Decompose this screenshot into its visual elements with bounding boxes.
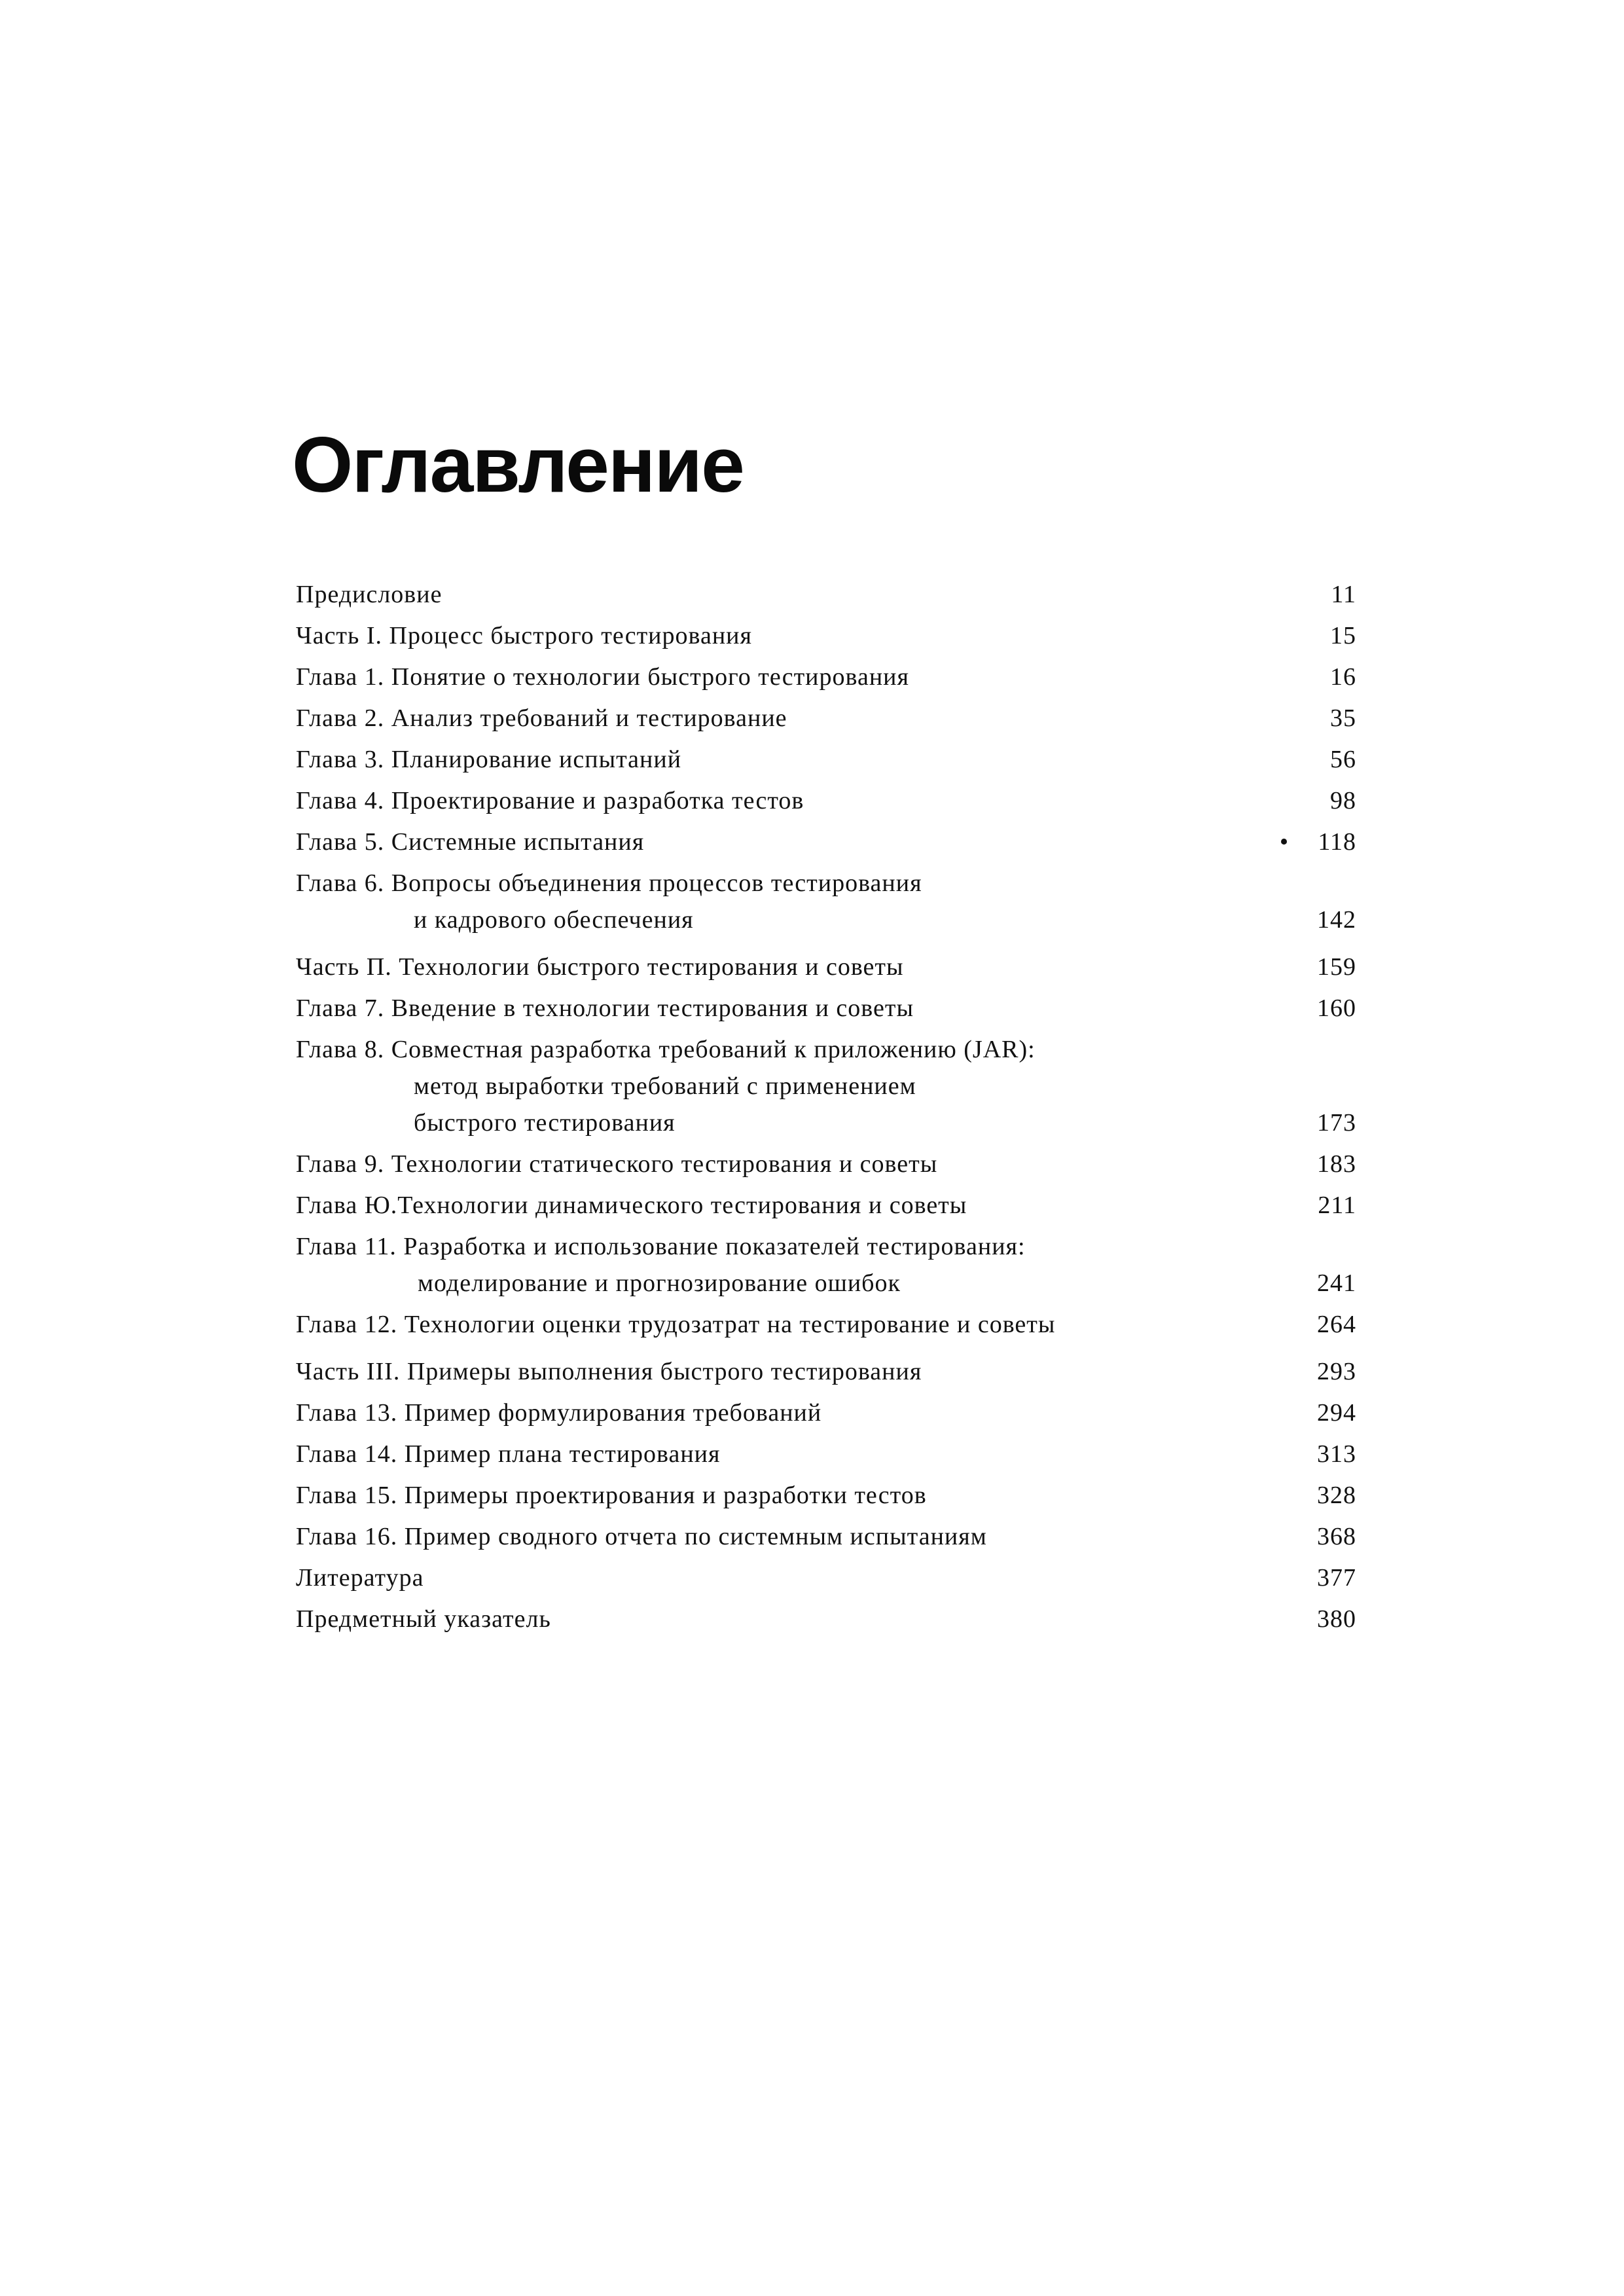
toc-page-number: 293 [1317, 1358, 1356, 1385]
toc-entry-continuation: быстрого тестирования [414, 1109, 676, 1137]
toc-entry [296, 1228, 1356, 1302]
toc-page-number: 142 [1317, 906, 1356, 934]
toc-entry [296, 824, 1356, 860]
toc-entry-line: Глава 4. Проектирование и разработка тестов [296, 787, 804, 814]
toc-entry-line: Глава 2. Анализ требований и тестирование [296, 704, 787, 732]
toc-entry-line: Глава 12. Технологии оценки трудозатрат на тестирование и советы [296, 1311, 1056, 1338]
toc-entry-title [296, 782, 1271, 819]
toc-page-number: 15 [1330, 622, 1356, 649]
toc-entry-line: Глава 9. Технологии статического тестирования и советы [296, 1150, 938, 1178]
toc-page-number: 264 [1317, 1311, 1356, 1338]
toc-marker: • [1279, 828, 1290, 856]
toc-entry [296, 659, 1356, 695]
toc-page-number: 35 [1330, 704, 1356, 732]
toc-page-number: 294 [1317, 1399, 1356, 1427]
toc-entry-title [296, 617, 1271, 654]
toc-page-number: 16 [1330, 663, 1356, 691]
toc-entry-line: Глава 14. Пример плана тестирования [296, 1440, 721, 1468]
toc-page-number: 118 [1318, 828, 1356, 856]
toc-entry-title [296, 865, 1271, 938]
toc-entry-line: Часть III. Примеры выполнения быстрого тестирования [296, 1358, 922, 1385]
toc-page-number: 56 [1330, 746, 1356, 773]
toc-entry [296, 576, 1356, 613]
toc-entry-title [296, 824, 1271, 860]
toc-entry [296, 1187, 1356, 1224]
toc-entry-title [296, 576, 1271, 613]
toc-entry-title [296, 700, 1271, 737]
toc-entry-title [296, 1228, 1271, 1302]
toc-page-number: 313 [1317, 1440, 1356, 1468]
toc-page-number: 377 [1317, 1564, 1356, 1592]
toc-entry-line: Глава Ю.Технологии динамического тестирования и советы [296, 1192, 967, 1219]
toc-entry [296, 865, 1356, 938]
toc-entry-title [296, 1436, 1271, 1472]
toc-entry [296, 990, 1356, 1027]
toc-entry [296, 1031, 1356, 1141]
toc-entry-title [296, 1187, 1271, 1224]
toc-entry [296, 782, 1356, 819]
toc-entry-title [296, 1146, 1271, 1182]
toc-entry-line: Глава 6. Вопросы объединения процессов тестирования [296, 869, 922, 897]
toc-page-number: 368 [1317, 1523, 1356, 1550]
toc-entry-title [296, 1477, 1271, 1514]
table-of-contents [296, 576, 1356, 1642]
toc-entry [296, 700, 1356, 737]
toc-page-number: 211 [1318, 1192, 1356, 1219]
toc-entry-title [296, 1559, 1271, 1596]
toc-entry-title [296, 1601, 1271, 1637]
toc-entry-line: Литература [296, 1564, 424, 1592]
toc-entry [296, 1353, 1356, 1390]
toc-page-number: 183 [1317, 1150, 1356, 1178]
toc-entry [296, 1477, 1356, 1514]
page-title: Оглавление [292, 421, 744, 509]
toc-entry [296, 1436, 1356, 1472]
toc-entry-continuation: метод выработки требований с применением [414, 1072, 916, 1100]
toc-entry-line: Глава 13. Пример формулирования требований [296, 1399, 822, 1427]
toc-entry-title [296, 1394, 1271, 1431]
toc-entry [296, 949, 1356, 985]
toc-entry-title [296, 1031, 1271, 1141]
toc-page-number: 98 [1330, 787, 1356, 814]
toc-entry-line: Глава 11. Разработка и использование показателей тестирования: [296, 1233, 1026, 1260]
toc-entry-line: Часть I. Процесс быстрого тестирования [296, 622, 752, 649]
toc-entry [296, 1394, 1356, 1431]
toc-page-number: 159 [1317, 953, 1356, 981]
toc-entry-title [296, 741, 1271, 778]
toc-entry-line: Глава 1. Понятие о технологии быстрого тестирования [296, 663, 909, 691]
toc-entry-line: Глава 3. Планирование испытаний [296, 746, 682, 773]
toc-entry-title [296, 990, 1271, 1027]
toc-entry-title [296, 1306, 1271, 1343]
toc-entry-title [296, 659, 1271, 695]
toc-entry-line: Предметный указатель [296, 1605, 551, 1633]
toc-entry [296, 1559, 1356, 1596]
toc-entry-title [296, 949, 1271, 985]
toc-entry-title [296, 1518, 1271, 1555]
toc-entry-title [296, 1353, 1271, 1390]
toc-page-number: 328 [1317, 1482, 1356, 1509]
toc-entry [296, 1146, 1356, 1182]
toc-entry-line: Глава 7. Введение в технологии тестирования и советы [296, 994, 914, 1022]
toc-entry [296, 1601, 1356, 1637]
toc-entry [296, 1306, 1356, 1343]
toc-page-number: 241 [1317, 1269, 1356, 1297]
toc-entry [296, 617, 1356, 654]
toc-entry-line: Предисловие [296, 581, 442, 608]
toc-page-number: 380 [1317, 1605, 1356, 1633]
toc-entry-line: Глава 15. Примеры проектирования и разработки тестов [296, 1482, 927, 1509]
toc-entry-line: Глава 5. Системные испытания [296, 828, 645, 856]
toc-entry-line: Глава 16. Пример сводного отчета по системным испытаниям [296, 1523, 987, 1550]
toc-entry-line: Часть П. Технологии быстрого тестирования и советы [296, 953, 904, 981]
toc-page-number: 11 [1331, 581, 1356, 608]
toc-entry-continuation: и кадрового обеспечения [414, 906, 694, 934]
toc-page-number: 160 [1317, 994, 1356, 1022]
toc-entry-continuation: моделирование и прогнозирование ошибок [418, 1269, 901, 1297]
toc-entry [296, 1518, 1356, 1555]
toc-page-number: 173 [1317, 1109, 1356, 1137]
toc-entry [296, 741, 1356, 778]
toc-entry-line: Глава 8. Совместная разработка требований к приложению (JAR): [296, 1036, 1036, 1063]
